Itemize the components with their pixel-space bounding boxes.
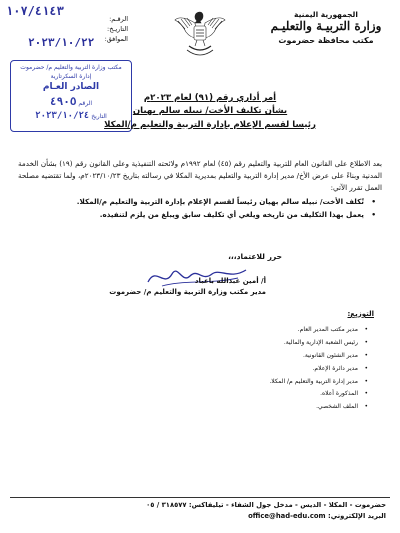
distribution-item: • الملف الشخصي. <box>269 401 368 414</box>
distribution-item: • مدير دائرة الإعلام. <box>269 363 368 376</box>
letterhead-right <box>266 10 386 46</box>
footer-email-label: البريد الإلكتروني: <box>328 511 386 520</box>
distribution-item: • رئيس الشعبة الإدارية والمالية. <box>269 337 368 350</box>
stamp-number-label: الرقم <box>78 100 93 108</box>
distribution-list <box>269 324 368 414</box>
stamp-date: ٢٠٢٣/١٠/٢٤ <box>35 111 90 122</box>
distribution-title: التوزيع: <box>347 310 374 318</box>
yemen-eagle-emblem-icon <box>173 6 227 62</box>
signatory-position: مدير مكتب وزارة التربية والتعليم م/ حضرموت <box>109 287 266 296</box>
reference-number-label: الرقـم: <box>109 15 128 23</box>
distribution-item: • مدير إدارة التربية والتعليم م/ المكلا. <box>269 376 368 389</box>
ministry-name: وزارة التربيـة والتعليـم <box>270 19 382 34</box>
handwritten-reference-date: ٢٠٢٣/١٠/٢٢ <box>28 36 95 49</box>
letterhead-footer <box>14 500 386 521</box>
stamp-number: ٤٩٠٥ <box>49 95 77 109</box>
decision-item: • يعمل بهذا التكليف من تاريخه ويلغي أي تكليف سابق ويبلغ من يلزم لتنفيذه. <box>26 209 376 222</box>
distribution-item: • مدير مكتب المدير العام. <box>269 324 368 337</box>
signatory-name: أ/ أمين عبدالله باعباد <box>194 277 266 285</box>
order-title <box>60 92 360 132</box>
decision-item: • تُكلف الأخت/ نبيله سالم بهيان رئيساً لقسم الإعلام بإدارة التربية والتعليم م/المكلا. <box>26 196 376 209</box>
distribution-item: • المذكورة أعلاه. <box>269 388 368 401</box>
stamp-department-line: إدارة السكرتارية <box>50 72 92 80</box>
stamp-date-label: التاريخ <box>91 113 107 121</box>
stamp-office-line: مكتب وزارة التربية والتعليم م/ حضرموت <box>20 64 122 71</box>
signatory <box>109 276 266 297</box>
distribution-item: • مدير الشئون القانونية. <box>269 350 368 363</box>
order-number: أمر أداري رقم (٩١) لعام ٢٠٢٣م <box>143 93 277 103</box>
republic-name: الجمهورية اليمنية <box>294 10 358 19</box>
order-subject: بشأن تكليف الأخت/ نبيله سالم بهيان <box>132 106 288 117</box>
footer-address: حضرموت - المكلا - الديس - مدخل جول الشفاء - تيليفاكس: ٣١٨٥٧٧ / ٠٥ <box>146 501 386 509</box>
order-decisions <box>26 196 376 221</box>
order-preamble: بعد الاطلاع على القانون العام للتربية والتعليم رقم (٤٥) لعام ١٩٩٢م ولائحته التنفيذية وعلى القانون رقم (١٩) بشأن الخدمة المدنية وبناءً على عرض الأخ/ مدير إدارة التربية والتعليم بمديرية المكلا في رسالته بتاريخ ٢٠٢٣/١٠/٢٣م، ولما تقتضيه مصلحة العمل تقرر الآتي: <box>18 159 383 193</box>
footer-email: office@had-edu.com <box>248 511 326 520</box>
reference-attachments-label: الموافق: <box>104 35 128 44</box>
office-name: مكتب محافظة حضرموت <box>278 36 374 46</box>
order-position: رئيسا لقسم الإعلام بإدارة التربية والتعليم م/المكلا <box>104 119 316 130</box>
handwritten-reference-number: ١٠٧/٤١٤٣ <box>6 4 64 18</box>
footer-divider <box>10 497 390 498</box>
closing-phrase: حرر للاعتماد،،، <box>228 252 282 261</box>
reference-date-label: التاريـخ: <box>107 25 128 34</box>
stamp-title: الصادر العـام <box>42 82 100 93</box>
